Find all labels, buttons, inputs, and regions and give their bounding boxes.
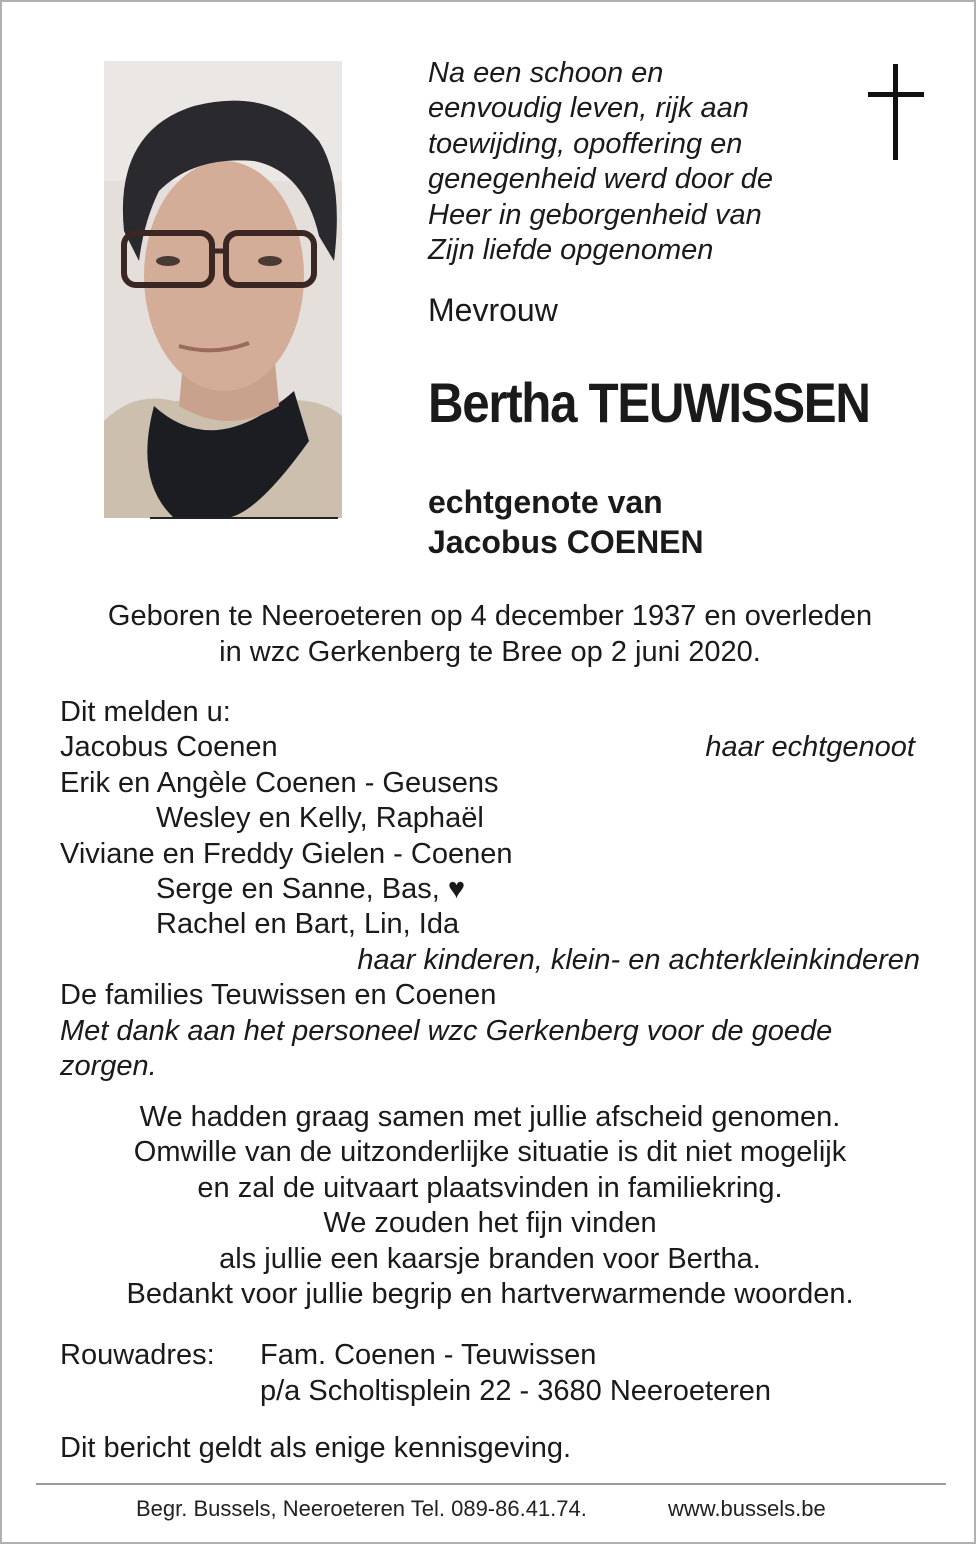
address-label: Rouwadres: <box>60 1339 215 1371</box>
intro-line: Heer in geborgenheid van <box>428 198 762 231</box>
message-line: We hadden graag samen met jullie afscheid genomen. <box>139 1101 841 1133</box>
child-row: Viviane en Freddy Gielen - Coenen <box>60 837 513 870</box>
portrait-photo <box>104 61 342 518</box>
intro-verse <box>428 56 828 268</box>
address-line: p/a Scholtisplein 22 - 3680 Neeroeteren <box>260 1375 772 1407</box>
grandchildren-row: Wesley en Kelly, Raphaël <box>156 802 484 835</box>
born-line: Geboren te Neeroeteren op 4 december 1937 en overleden <box>107 600 873 632</box>
died-line: in wzc Gerkenberg te Bree op 2 juni 2020. <box>219 636 761 668</box>
family-row-husband <box>60 730 920 765</box>
spouse-name: Jacobus COENEN <box>428 524 704 560</box>
child-row: Erik en Angèle Coenen - Geusens <box>60 766 499 799</box>
farewell-message <box>2 1100 978 1312</box>
thanks-line: Met dank aan het personeel wzc Gerkenberg voor de goede <box>60 1014 833 1047</box>
husband-role: haar echtgenoot <box>705 731 915 764</box>
message-line: als jullie een kaarsje branden voor Bertha. <box>219 1242 761 1275</box>
message-line: Bedankt voor jullie begrip en hartverwarmende woorden. <box>126 1278 854 1311</box>
message-line: Omwille van de uitzonderlijke situatie is dit niet mogelijk <box>133 1136 847 1169</box>
intro-line: Na een schoon en <box>428 57 664 89</box>
notice-text: Dit bericht geldt als enige kennisgeving. <box>60 1432 572 1464</box>
message-line: en zal de uitvaart plaatsvinden in familiekring. <box>197 1171 783 1204</box>
footer-divider <box>36 1483 946 1485</box>
intro-line: toewijding, opoffering en <box>428 127 743 160</box>
message-line: We zouden het fijn vinden <box>323 1207 657 1240</box>
spouse-block <box>428 482 704 562</box>
address-line: Fam. Coenen - Teuwissen <box>260 1339 597 1371</box>
thanks-line: zorgen. <box>60 1049 157 1082</box>
salutation: Mevrouw <box>428 292 558 328</box>
intro-line: Zijn liefde opgenomen <box>428 234 714 267</box>
families-row: De families Teuwissen en Coenen <box>60 979 497 1012</box>
cross-icon <box>866 64 926 160</box>
website-link[interactable]: www.bussels.be <box>668 1496 826 1521</box>
children-role: haar kinderen, klein- en achterkleinkinderen <box>357 943 920 976</box>
intro-line: genegenheid werd door de <box>428 163 774 196</box>
photo-underline <box>150 517 338 519</box>
undertaker-info: Begr. Bussels, Neeroeteren Tel. 089-86.41.74. <box>136 1496 587 1521</box>
intro-line: eenvoudig leven, rijk aan <box>428 92 749 125</box>
husband-name: Jacobus Coenen <box>60 731 278 764</box>
grandchildren-row: Rachel en Bart, Lin, Ida <box>156 908 460 941</box>
birth-death-info <box>2 598 978 670</box>
family-list <box>60 695 920 1084</box>
grandchildren-row: Serge en Sanne, Bas, ♥ <box>156 872 466 905</box>
deceased-name: Bertha TEUWISSEN <box>428 371 870 434</box>
spouse-relation: echtgenote van <box>428 484 663 520</box>
family-heading: Dit melden u: <box>60 696 231 728</box>
